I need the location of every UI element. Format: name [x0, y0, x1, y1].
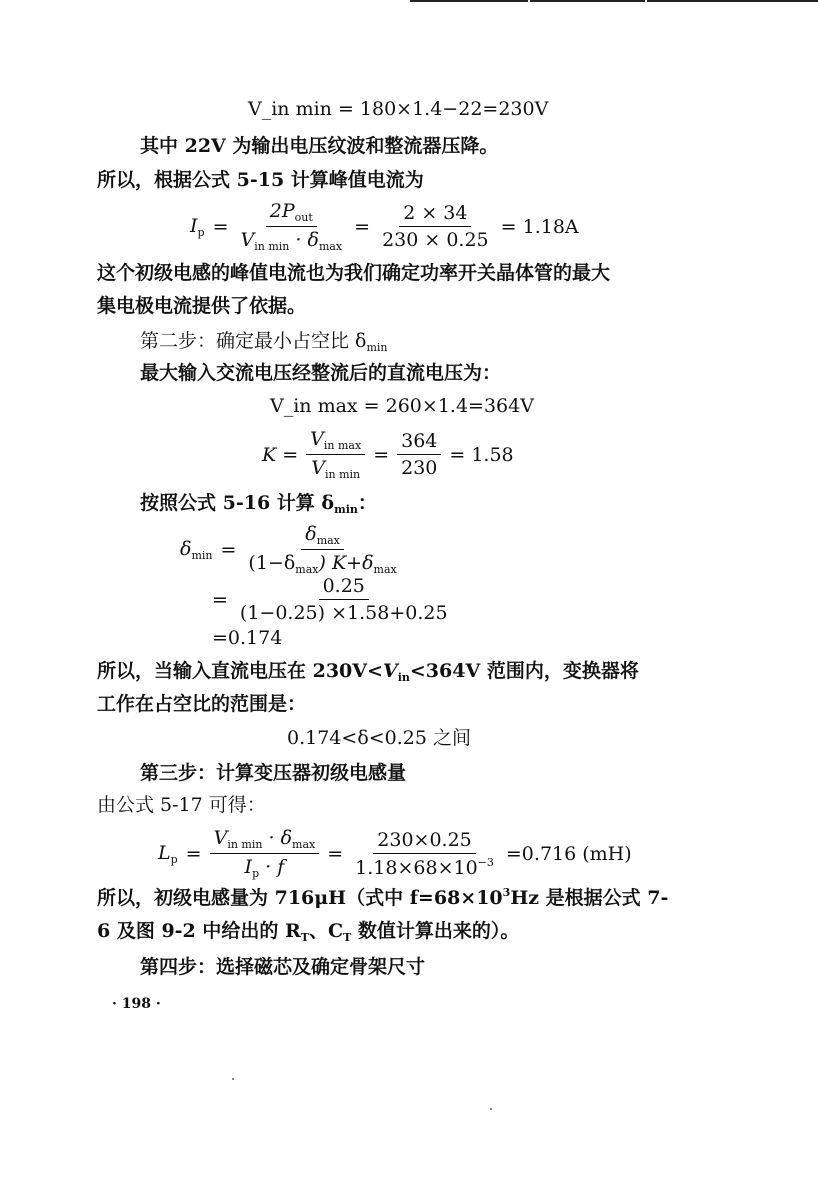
k-lhs: K =: [262, 443, 299, 466]
dmin-calc-intro: 按照公式 5-16 计算 $\delta_{min}$：: [140, 492, 377, 516]
equation-lp: $L_p$ = $\frac{V_{in min} \cdot \delta_{max}}{I_p \cdot f}$ = $\frac{230\times 0.25}{1.18\times 68\times 10^{-3}}$ =0.716 (mH): [158, 827, 632, 880]
equation-vin-min: [248, 98, 548, 121]
step3-heading: 第三步：计算变压器初级电感量: [140, 762, 407, 784]
lp-fraction-numeric: $\frac{230\times 0.25}{1.18\times 68\times 10^{-3}}$: [355, 828, 494, 879]
top-rule: [647, 0, 818, 2]
paragraph-line: 这个初级电感的峰值电流也为我们确定功率开关晶体管的最大: [97, 262, 611, 284]
equation-text: V_in min = 180×1.4−22=230V: [248, 98, 549, 120]
step2-heading: 第二步：确定最小占空比 $\delta_{min}$: [140, 330, 388, 354]
paragraph-line: 集电极电流提供了依据。: [97, 295, 307, 317]
ip-lhs: $I_p$: [190, 214, 205, 239]
lp-fraction-symbolic: $\frac{V_{in min} \cdot \delta_{max}}{I_p \cdot f}$: [210, 827, 320, 880]
equation-duty-range: 0.174<δ<0.25 之间: [287, 727, 472, 749]
peak-current-intro: 所以，根据公式 5-15 计算峰值电流为: [97, 169, 424, 191]
k-fraction-numeric: $\frac{364}{230}$: [397, 430, 441, 479]
lp-result: =0.716 (mH): [505, 842, 632, 865]
equation-dmin-result: =0.174: [212, 627, 283, 649]
ip-fraction-numeric: $\frac{2 \times 34}{230 \times 0.25}$: [382, 202, 489, 251]
top-rule: [410, 0, 528, 2]
formula-ref: 由公式 5-17 可得：: [97, 794, 266, 816]
k-result: = 1.58: [449, 443, 514, 466]
top-rule: [530, 0, 645, 2]
scan-speck: [490, 1108, 492, 1110]
inductance-paragraph-line: 6 及图 9-2 中给出的 $R_T$、$C_T$ 数值计算出来的）。: [97, 920, 520, 944]
max-input-intro: 最大输入交流电压经整流后的直流电压为：: [140, 362, 502, 384]
page-number: · 198 ·: [112, 996, 161, 1012]
ip-fraction-symbolic: $\frac{2P_{out}}{V_{in min} \cdot \delta_{max}}$: [240, 200, 343, 253]
range-paragraph-line: 所以，当输入直流电压在 $230V<V_{in}<364V$ 范围内，变换器将: [97, 660, 639, 684]
ip-result: = 1.18A: [500, 215, 579, 238]
note-22v: 其中 22V 为输出电压纹波和整流器压降。: [140, 135, 499, 157]
equation-k: K = $\frac{V_{in max}}{V_{in min}}$ = $\frac{364}{230}$ = 1.58: [262, 428, 514, 481]
range-paragraph-line: 工作在占空比的范围是：: [97, 693, 307, 715]
equation-vin-max: V_in max = 260×1.4=364V: [270, 395, 534, 417]
dmin-fraction-symbolic: $\frac{\delta_{max}}{(1-\delta_{max}) K+\delta_{max}}$: [248, 523, 397, 576]
inductance-paragraph-line: 所以，初级电感量为 716μH（式中 $f=68\times 10^3Hz$ 是根据公式 7-: [97, 886, 669, 909]
equation-dmin-line2: = $\frac{0.25}{(1-0.25) \times 1.58+0.25}$: [212, 575, 452, 624]
equation-dmin-line1: $\delta_{min}$ = $\frac{\delta_{max}}{(1-\delta_{max}) K+\delta_{max}}$: [180, 523, 401, 576]
equation-ip: $I_p$ = $\frac{2P_{out}}{V_{in min} \cdot \delta_{max}}$ = $\frac{2 \times 34}{230 \times 0.25}$ = 1.18A: [190, 200, 579, 253]
k-fraction-symbolic: $\frac{V_{in max}}{V_{in min}}$: [306, 428, 365, 481]
step4-heading: 第四步：选择磁芯及确定骨架尺寸: [140, 956, 426, 978]
dmin-fraction-numeric: $\frac{0.25}{(1-0.25) \times 1.58+0.25}$: [239, 575, 448, 624]
scan-speck: [232, 1078, 234, 1080]
